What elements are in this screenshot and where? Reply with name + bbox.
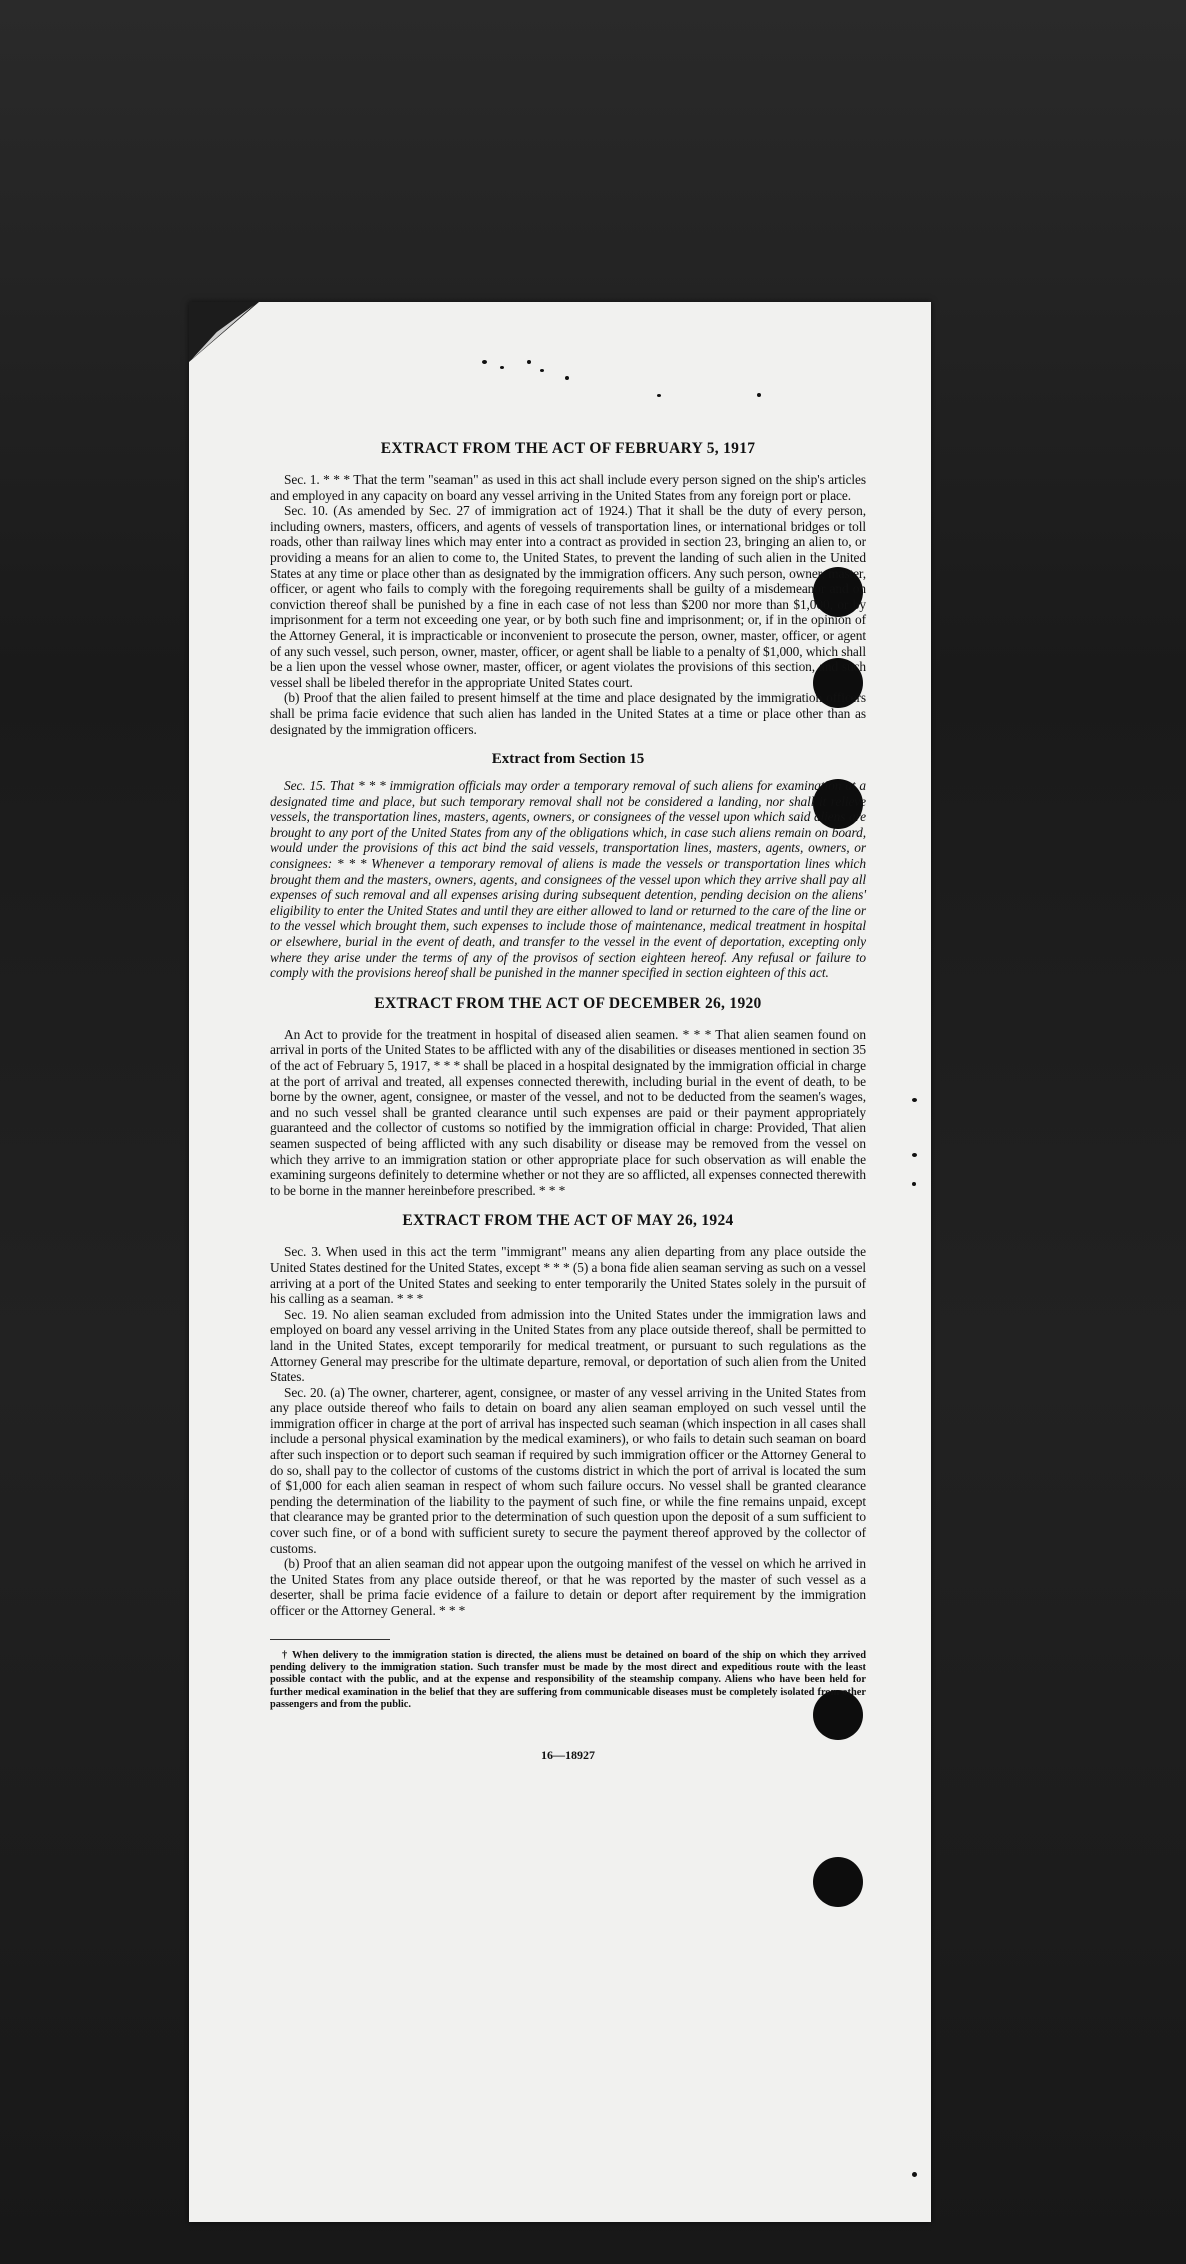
ink-speck — [540, 369, 544, 372]
paragraph-1924-sec20: Sec. 20. (a) The owner, charterer, agent, consignee, or master of any vessel arriving in the United States from any place outside thereof who fails to detain on board any alien seaman employed on such vessel until the immigration officer in charge at the port of arrival has inspected such seaman (which inspection in all cases shall include a personal physical examination by the medical examiners), or who fails to detain such seaman on board after such inspection or to deport such seaman if required by such immigration officer or the Attorney General to do so, shall pay to the collector of customs of the customs district in which the port of arrival is located the sum of $1,000 for each alien seaman in respect of whom such failure occurs. No vessel shall be granted clearance pending the determination of the liability to the payment of such fine, or while the fine remains unpaid, except that clearance may be granted prior to the determination of such question upon the deposit of a sum sufficient to cover such fine, or of a bond with sufficient surety to secure the payment thereof approved by the collector of customs. — [270, 1384, 866, 1556]
paragraph-1924-sec19: Sec. 19. No alien seaman excluded from admission into the United States under the immigration laws and employed on board any vessel arriving in the United States from any place outside thereof, shall be permitted to land in the United States, except temporarily for medical treatment, or pursuant to such regulations as the Attorney General may prescribe for the ultimate departure, removal, or deportation of such alien from the United States. — [270, 1306, 866, 1385]
ink-speck — [527, 360, 531, 364]
heading-act-1924: EXTRACT FROM THE ACT OF MAY 26, 1924 — [402, 1212, 734, 1230]
paragraph-sec15: Sec. 15. That * * * immigration officials may order a temporary removal of such aliens for examination at a designated time and place, but such temporary removal shall not be considered a landing, nor shall it relieve vessels, the transportation lines, masters, agents, owners, or consignees of the vessel upon which said aliens are brought to any port of the United States from any of the obligations which, in case such aliens remain on board, would under the provisions of this act bind the said vessels, transportation lines, masters, agents, owners, or consignees: * * * Whenever a temporary removal of aliens is made the vessels or transportation lines which brought them and the masters, owners, agents, and consignees of the vessel upon which they arrive shall pay all expenses of such removal and all expenses arising during subsequent detention, pending decision on the aliens' eligibility to enter the United States and until they are either allowed to land or returned to the care of the line or to the vessel which brought them, such expenses to include those of maintenance, medical treatment in hospital or elsewhere, burial in the event of death, and transfer to the vessel in the event of deportation, excepting only where they arise under the terms of any of the provisos of section eighteen hereof. Any refusal or failure to comply with the provisions hereof shall be punished in the manner specified in section eighteen of this act. — [270, 778, 866, 981]
ink-speck — [482, 360, 487, 364]
heading-act-1917: EXTRACT FROM THE ACT OF FEBRUARY 5, 1917 — [380, 440, 756, 457]
ink-speck — [757, 393, 761, 397]
section-1924 — [270, 1244, 866, 1618]
ink-speck — [912, 1098, 917, 1102]
punch-hole — [813, 1857, 863, 1907]
ink-speck — [500, 366, 504, 369]
heading-act-1920: EXTRACT FROM THE ACT OF DECEMBER 26, 1920 — [374, 994, 762, 1012]
form-number: 16—18927 — [541, 1747, 595, 1762]
subheading-section-15: Extract from Section 15 — [491, 751, 645, 768]
footnote-divider — [270, 1639, 390, 1640]
ink-speck — [565, 376, 569, 380]
footnote: † When delivery to the immigration station is directed, the aliens must be detained on board of the ship on which they arrived pending delivery to the immigration station. Such transfer must be made by the most direct and expeditious route with the least possible contact with the public, and at the expense and responsibility of the steamship company. Aliens who have been held for further medical examination in the belief that they are suffering from communicable diseases must be completely isolated from other passengers and from the public. — [270, 1649, 866, 1711]
paragraph-1917-sec1: Sec. 1. * * * That the term "seaman" as used in this act shall include every person signed on the ship's articles and employed in any capacity on board any vessel arriving in the United States from any foreign port or place. — [270, 472, 866, 503]
paragraph-1920: An Act to provide for the treatment in hospital of diseased alien seamen. * * * That alien seamen found on arrival in ports of the United States to be afflicted with any of the disabilities or diseases mentioned in section 35 of the act of February 5, 1917, * * * shall be placed in a hospital designated by the immigration official in charge at the port of arrival and treated, all expenses connected therewith, including burial in the event of death, to be borne by the owner, agent, consignee, or master of the vessel, and not to be deducted from the seamen's wages, and no such vessel shall be granted clearance until such expenses are paid or their payment appropriately guaranteed and the collector of customs so notified by the immigration official in charge: Provided, That alien seamen suspected of being afflicted with any such disability or disease may be removed from the vessel on which they arrive to an immigration station or other appropriate place for such observation as will enable the examining surgeons definitely to determine whether or not they are so afflicted, all expenses connected therewith to be borne in the manner hereinbefore prescribed. * * * — [270, 1026, 866, 1198]
section-15 — [270, 778, 866, 981]
paragraph-1924-b: (b) Proof that an alien seaman did not appear upon the outgoing manifest of the vessel on which he arrived in the United States from any place outside thereof, or that he was reported by the master of such vessel as a deserter, shall be prima facie evidence of a failure to detain or deport after requirement by the immigration officer or the Attorney General. * * * — [270, 1556, 866, 1618]
paragraph-1917-sec10: Sec. 10. (As amended by Sec. 27 of immigration act of 1924.) That it shall be the duty of every person, including owners, masters, officers, and agents of vessels of transportation lines, or international bridges or toll roads, other than railway lines which may enter into a contract as provided in section 23, bringing an alien to, or providing a means for an alien to come to, the United States, to prevent the landing of such alien in the United States at any time or place other than as designated by the immigration officers. Any such person, owner, master, officer, or agent who fails to comply with the foregoing requirements shall be guilty of a misdemeanor and on conviction thereof shall be punished by a fine in each case of not less than $200 nor more than $1,000, or by imprisonment for a term not exceeding one year, or by both such fine and imprisonment; or, if in the opinion of the Attorney General, it is impracticable or inconvenient to prosecute the person, owner, master, officer, or agent of any such vessel, such person, owner, master, officer, or agent shall be liable to a penalty of $1,000, which shall be a lien upon the vessel whose owner, master, officer, or agent violates the provisions of this section, and such vessel shall be libeled therefor in the appropriate United States court. — [270, 503, 866, 690]
section-1917 — [270, 472, 866, 737]
ink-speck — [657, 394, 661, 397]
paragraph-1924-sec3: Sec. 3. When used in this act the term "immigrant" means any alien departing from any place outside the United States destined for the United States, except * * * (5) a bona fide alien seaman serving as such on a vessel arriving at a port of the United States and seeking to enter temporarily the United States solely in the pursuit of his calling as a seaman. * * * — [270, 1244, 866, 1307]
document-body — [270, 440, 866, 1763]
ink-speck — [912, 1153, 917, 1157]
paragraph-1917-b: (b) Proof that the alien failed to present himself at the time and place designated by the immigration officers shall be prima facie evidence that such alien has landed in the United States at a time or place other than as designated by the immigration officers. — [270, 690, 866, 737]
ink-speck — [912, 1182, 916, 1186]
section-1920 — [270, 1027, 866, 1199]
ink-speck — [912, 2172, 917, 2177]
